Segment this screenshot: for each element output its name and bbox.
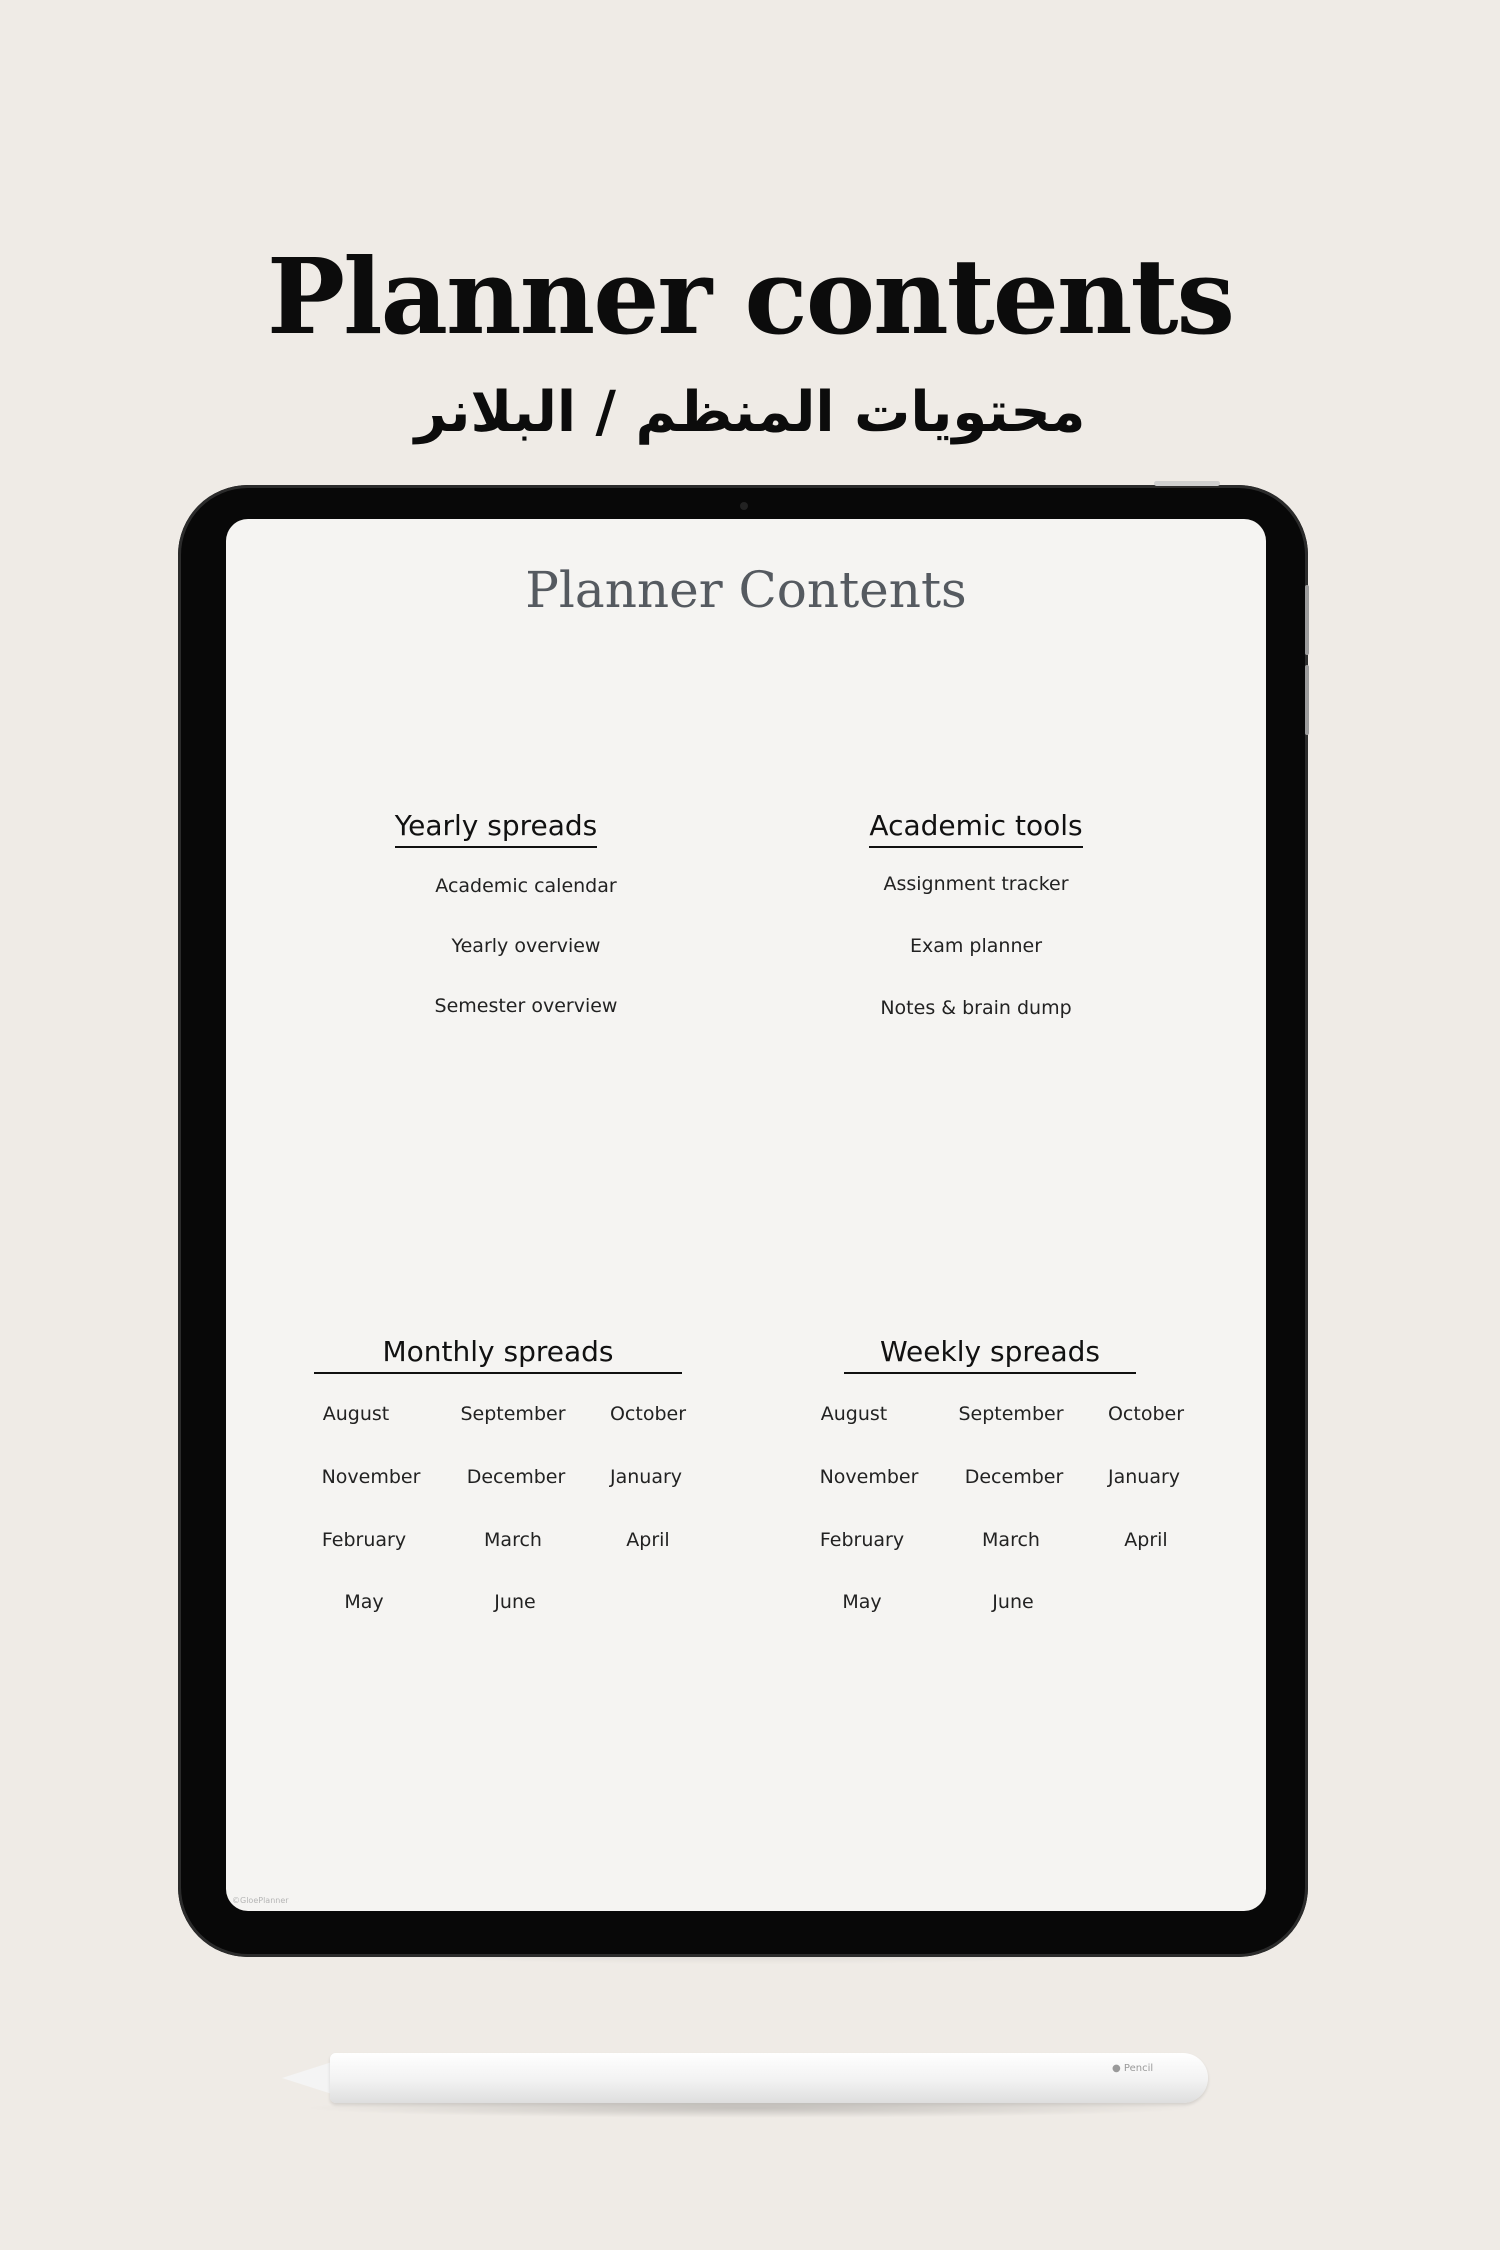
pencil-label-text: Pencil xyxy=(1123,2063,1154,2074)
monthly-item-link[interactable]: September xyxy=(460,1403,566,1425)
monthly-item-link[interactable]: January xyxy=(609,1466,683,1488)
hero-subtitle-arabic: محتويات المنظم / البلانر xyxy=(414,380,1086,445)
monthly-item-link[interactable]: June xyxy=(494,1591,536,1613)
yearly-item-link[interactable]: Yearly overview xyxy=(451,935,601,957)
monthly-heading-link[interactable]: Monthly spreads xyxy=(314,1335,682,1374)
pencil-label xyxy=(1112,2063,1153,2074)
monthly-item-link[interactable]: April xyxy=(626,1529,670,1551)
academic-item-link[interactable]: Notes & brain dump xyxy=(880,997,1072,1019)
academic-item-link[interactable]: Assignment tracker xyxy=(883,873,1069,895)
weekly-heading-link[interactable]: Weekly spreads xyxy=(844,1335,1136,1374)
tablet-volume-button xyxy=(1305,585,1309,655)
weekly-item-link[interactable]: February xyxy=(819,1529,905,1551)
weekly-item-link[interactable]: September xyxy=(958,1403,1064,1425)
camera-icon xyxy=(740,502,748,510)
yearly-item-link[interactable]: Semester overview xyxy=(434,995,618,1017)
weekly-item-link[interactable]: January xyxy=(1107,1466,1181,1488)
weekly-item-link[interactable]: June xyxy=(992,1591,1034,1613)
weekly-item-link[interactable]: December xyxy=(964,1466,1064,1488)
tablet-screen xyxy=(226,519,1266,1911)
hero-title: Planner contents xyxy=(266,235,1234,358)
stylus-pencil xyxy=(330,2053,1208,2103)
monthly-item-link[interactable]: March xyxy=(484,1529,542,1551)
tablet-device xyxy=(178,485,1308,1957)
monthly-item-link[interactable]: August xyxy=(322,1403,390,1425)
yearly-item-link[interactable]: Academic calendar xyxy=(435,875,617,897)
watermark: ©GloePlanner xyxy=(232,1896,289,1905)
weekly-item-link[interactable]: May xyxy=(842,1591,882,1613)
yearly-section xyxy=(346,809,646,848)
weekly-item-link[interactable]: April xyxy=(1124,1529,1168,1551)
academic-item-link[interactable]: Exam planner xyxy=(909,935,1043,957)
weekly-item-link[interactable]: October xyxy=(1107,1403,1185,1425)
academic-heading-link[interactable]: Academic tools xyxy=(869,809,1082,848)
weekly-item-link[interactable]: November xyxy=(819,1466,919,1488)
academic-section xyxy=(826,809,1126,848)
monthly-item-link[interactable]: May xyxy=(344,1591,384,1613)
pencil-tip xyxy=(282,2062,332,2094)
page-title: Planner Contents xyxy=(525,561,967,619)
weekly-item-link[interactable]: August xyxy=(820,1403,888,1425)
monthly-section xyxy=(314,1335,682,1374)
monthly-item-link[interactable]: November xyxy=(321,1466,421,1488)
apple-logo-icon: ● xyxy=(1112,2063,1121,2074)
monthly-item-link[interactable]: February xyxy=(321,1529,407,1551)
monthly-item-link[interactable]: December xyxy=(466,1466,566,1488)
tablet-top-button xyxy=(1154,481,1220,486)
tablet-volume-button-2 xyxy=(1305,665,1309,735)
weekly-section xyxy=(844,1335,1136,1374)
weekly-item-link[interactable]: March xyxy=(982,1529,1040,1551)
monthly-item-link[interactable]: October xyxy=(609,1403,687,1425)
yearly-heading-link[interactable]: Yearly spreads xyxy=(395,809,598,848)
